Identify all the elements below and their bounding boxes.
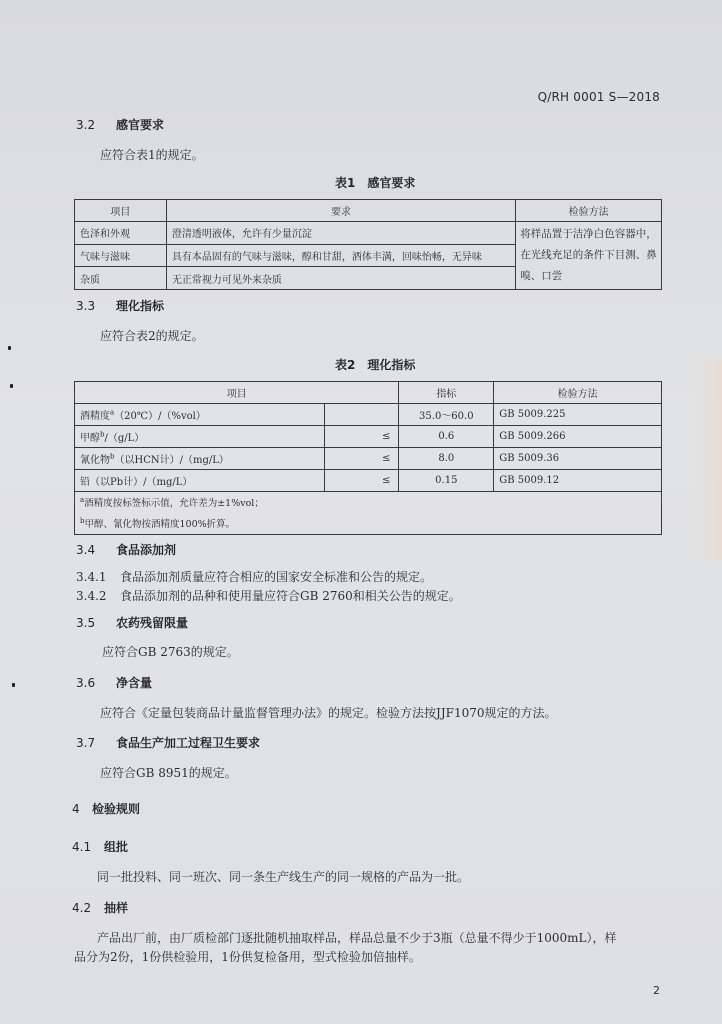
table-header-row <box>75 200 662 222</box>
section-3-3-body: 应符合表2的规定。 <box>100 329 204 343</box>
table1-caption: 表1 感官要求 <box>335 176 416 190</box>
section-number: 4 <box>72 802 80 816</box>
section-4-1-body: 同一批投料、同一班次、同一条生产线生产的同一规格的产品为一批。 <box>97 870 470 884</box>
section-4-heading <box>72 800 140 817</box>
section-3-5-heading <box>76 614 188 631</box>
item-unit: （20℃）/（%vol） <box>114 411 206 422</box>
section-number: 3.4 <box>76 543 96 557</box>
clause-number: 3.4.1 <box>76 570 107 584</box>
clause-number: 3.4.2 <box>76 589 107 603</box>
footnote-marker: a <box>80 495 85 504</box>
table-header-cell: 检验方法 <box>516 200 662 222</box>
footnote-marker: b <box>80 516 85 525</box>
item-name: 铅 <box>80 477 90 488</box>
table-cell-value: 8.0 <box>399 448 494 470</box>
section-3-6-body: 应符合《定量包装商品计量监督管理办法》的规定。检验方法按JJF1070规定的方法。 <box>100 706 557 720</box>
table-cell-method: GB 5009.36 <box>494 448 662 470</box>
section-3-6-heading <box>76 674 152 691</box>
table-cell-value: 0.6 <box>399 426 494 448</box>
scan-speck <box>12 683 15 687</box>
table-header-row <box>75 382 662 404</box>
table-cell <box>75 404 325 426</box>
table-cell-method: GB 5009.225 <box>494 404 662 426</box>
section-3-2-body: 应符合表1的规定。 <box>100 148 204 162</box>
table-header-cell: 指标 <box>399 382 494 404</box>
section-title: 组批 <box>104 840 129 854</box>
table-cell: 具有本品固有的气味与滋味，醇和甘甜，酒体丰满，回味怡畅，无异味 <box>166 244 515 267</box>
table-header-cell: 检验方法 <box>494 382 662 404</box>
table-header-cell: 项目 <box>75 382 399 404</box>
section-3-7-body: 应符合GB 8951的规定。 <box>100 766 237 780</box>
table-row <box>75 222 662 245</box>
section-4-1-heading <box>72 838 128 855</box>
section-title: 感官要求 <box>116 118 165 132</box>
section-number: 4.2 <box>72 901 92 915</box>
table-cell <box>75 448 325 470</box>
section-title: 检验规则 <box>92 802 141 816</box>
section-number: 4.1 <box>72 840 92 854</box>
section-number: 3.7 <box>76 736 96 750</box>
table-row <box>75 470 662 492</box>
page-number: 2 <box>653 984 660 997</box>
physicochemical-indicators-table <box>74 381 662 535</box>
footnote-marker: a <box>110 408 115 417</box>
table-cell-symbol: ≤ <box>324 470 399 492</box>
section-3-5-body: 应符合GB 2763的规定。 <box>102 645 239 659</box>
section-title: 理化指标 <box>116 299 165 313</box>
section-title: 农药残留限量 <box>116 616 189 630</box>
section-3-2-heading <box>76 116 164 133</box>
clause-text: 食品添加剂的品种和使用量应符合GB 2760和相关公告的规定。 <box>120 589 461 603</box>
section-4-2-heading <box>72 899 128 916</box>
section-number: 3.2 <box>76 118 96 132</box>
item-unit: （以Pb计）/（mg/L） <box>90 477 193 488</box>
item-unit: /（g/L） <box>104 433 145 444</box>
document-code: Q/RH 0001 S—2018 <box>537 90 660 104</box>
table-cell-method: GB 5009.12 <box>494 470 662 492</box>
table-cell-symbol <box>324 404 399 426</box>
table-cell: 杂质 <box>75 267 167 290</box>
table-cell-value: 35.0～60.0 <box>399 404 494 426</box>
table-header-cell: 要求 <box>166 200 515 222</box>
section-title: 食品添加剂 <box>116 543 177 557</box>
table-cell: 气味与滋味 <box>75 244 167 267</box>
table-cell-value: 0.15 <box>399 470 494 492</box>
scan-speck <box>8 346 11 350</box>
table-header-cell: 项目 <box>75 200 167 222</box>
table-cell <box>75 470 325 492</box>
table-cell: 无正常视力可见外来杂质 <box>166 267 515 290</box>
section-number: 3.5 <box>76 616 96 630</box>
table-cell-method: 将样品置于洁净白色容器中，在光线充足的条件下目测、鼻嗅、口尝 <box>516 222 662 290</box>
table-note-row <box>75 492 662 513</box>
note-text: 酒精度按标签标示值，允许差为±1%vol； <box>84 498 264 509</box>
item-name: 酒精度 <box>80 411 110 422</box>
section-4-2-body-line2: 品分为2份，1份供检验用，1份供复检备用，型式检验加倍抽样。 <box>74 950 421 964</box>
section-3-7-heading <box>76 734 260 751</box>
section-number: 3.6 <box>76 676 96 690</box>
table-note-row <box>75 512 662 535</box>
section-title: 抽样 <box>104 901 129 915</box>
table-row <box>75 404 662 426</box>
table-cell: 色泽和外观 <box>75 222 167 245</box>
table-cell <box>75 426 325 448</box>
table-note <box>75 512 662 535</box>
note-text: 甲醇、氰化物按酒精度100%折算。 <box>84 519 236 530</box>
item-unit: （以HCN计）/（mg/L） <box>114 455 229 466</box>
footnote-marker: b <box>100 430 105 439</box>
sensory-requirements-table <box>74 199 662 290</box>
table2-caption: 表2 理化指标 <box>335 358 416 372</box>
scan-speck <box>10 384 13 388</box>
item-name: 甲醇 <box>80 433 100 444</box>
table-row <box>75 448 662 470</box>
table-cell-symbol: ≤ <box>324 448 399 470</box>
item-name: 氰化物 <box>80 455 110 466</box>
clause-text: 食品添加剂质量应符合相应的国家安全标准和公告的规定。 <box>120 570 433 584</box>
table-row <box>75 426 662 448</box>
section-title: 食品生产加工过程卫生要求 <box>116 736 261 750</box>
page-edge-shadow <box>696 360 722 560</box>
section-3-3-heading <box>76 297 164 314</box>
section-title: 净含量 <box>116 676 153 690</box>
clause-3-4-2 <box>76 587 461 604</box>
table-note <box>75 492 662 513</box>
footnote-marker: b <box>110 452 115 461</box>
clause-3-4-1 <box>76 568 432 585</box>
section-4-2-body-line1: 产品出厂前，由厂质检部门逐批随机抽取样品，样品总量不少于3瓶（总量不得少于1000mL），样 <box>97 931 617 945</box>
section-number: 3.3 <box>76 299 96 313</box>
table-cell-method: GB 5009.266 <box>494 426 662 448</box>
table-cell: 澄清透明液体，允许有少量沉淀 <box>166 222 515 245</box>
section-3-4-heading <box>76 541 176 558</box>
table-cell-symbol: ≤ <box>324 426 399 448</box>
